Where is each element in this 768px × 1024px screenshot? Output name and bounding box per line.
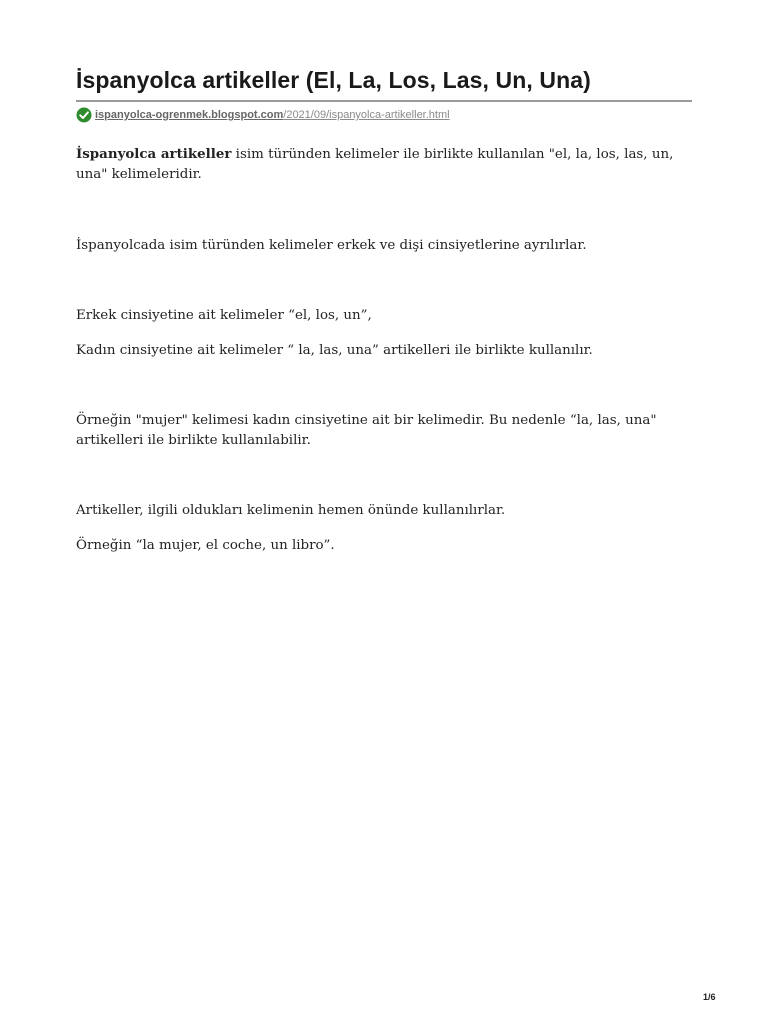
paragraph-definition [76, 144, 692, 185]
paragraph-placement: Artikeller, ilgili oldukları kelimenin hemen önünde kullanılırlar. [76, 503, 506, 518]
document-page [76, 62, 692, 556]
page-number: 1/6 [703, 992, 716, 1002]
source-path-link[interactable]: /2021/09/ispanyolca-artikeller.html [283, 109, 450, 121]
check-circle-icon [76, 107, 92, 123]
paragraph-gender: İspanyolcada isim türünden kelimeler erkek ve dişi cinsiyetlerine ayrılırlar. [76, 238, 587, 253]
title-divider [76, 100, 692, 102]
source-domain-link[interactable]: ispanyolca-ogrenmek.blogspot.com [95, 109, 284, 121]
paragraph-example-mujer: Örneğin "mujer" kelimesi kadın cinsiyetine ait bir kelimedir. Bu nedenle “la, las, una" artikelleri ile birlikte kullanılabilir. [76, 413, 657, 448]
article-body [76, 144, 692, 556]
paragraph-feminine: Kadın cinsiyetine ait kelimeler “ la, las, una” artikelleri ile birlikte kullanılır. [76, 343, 593, 358]
source-url[interactable] [76, 107, 692, 123]
paragraph-bold-lead: İspanyolca artikeller [76, 146, 232, 162]
paragraph-example: Örneğin “la mujer, el coche, un libro”. [76, 538, 335, 553]
paragraph-text: isim türünden kelimeler ile birlikte kullanılan "el, la, los, las, un, una" kelimeleridir. [76, 147, 674, 182]
paragraph-masculine: Erkek cinsiyetine ait kelimeler “el, los, un”, [76, 308, 372, 323]
page-title: İspanyolca artikeller (El, La, Los, Las, Un, Una) [76, 67, 591, 93]
